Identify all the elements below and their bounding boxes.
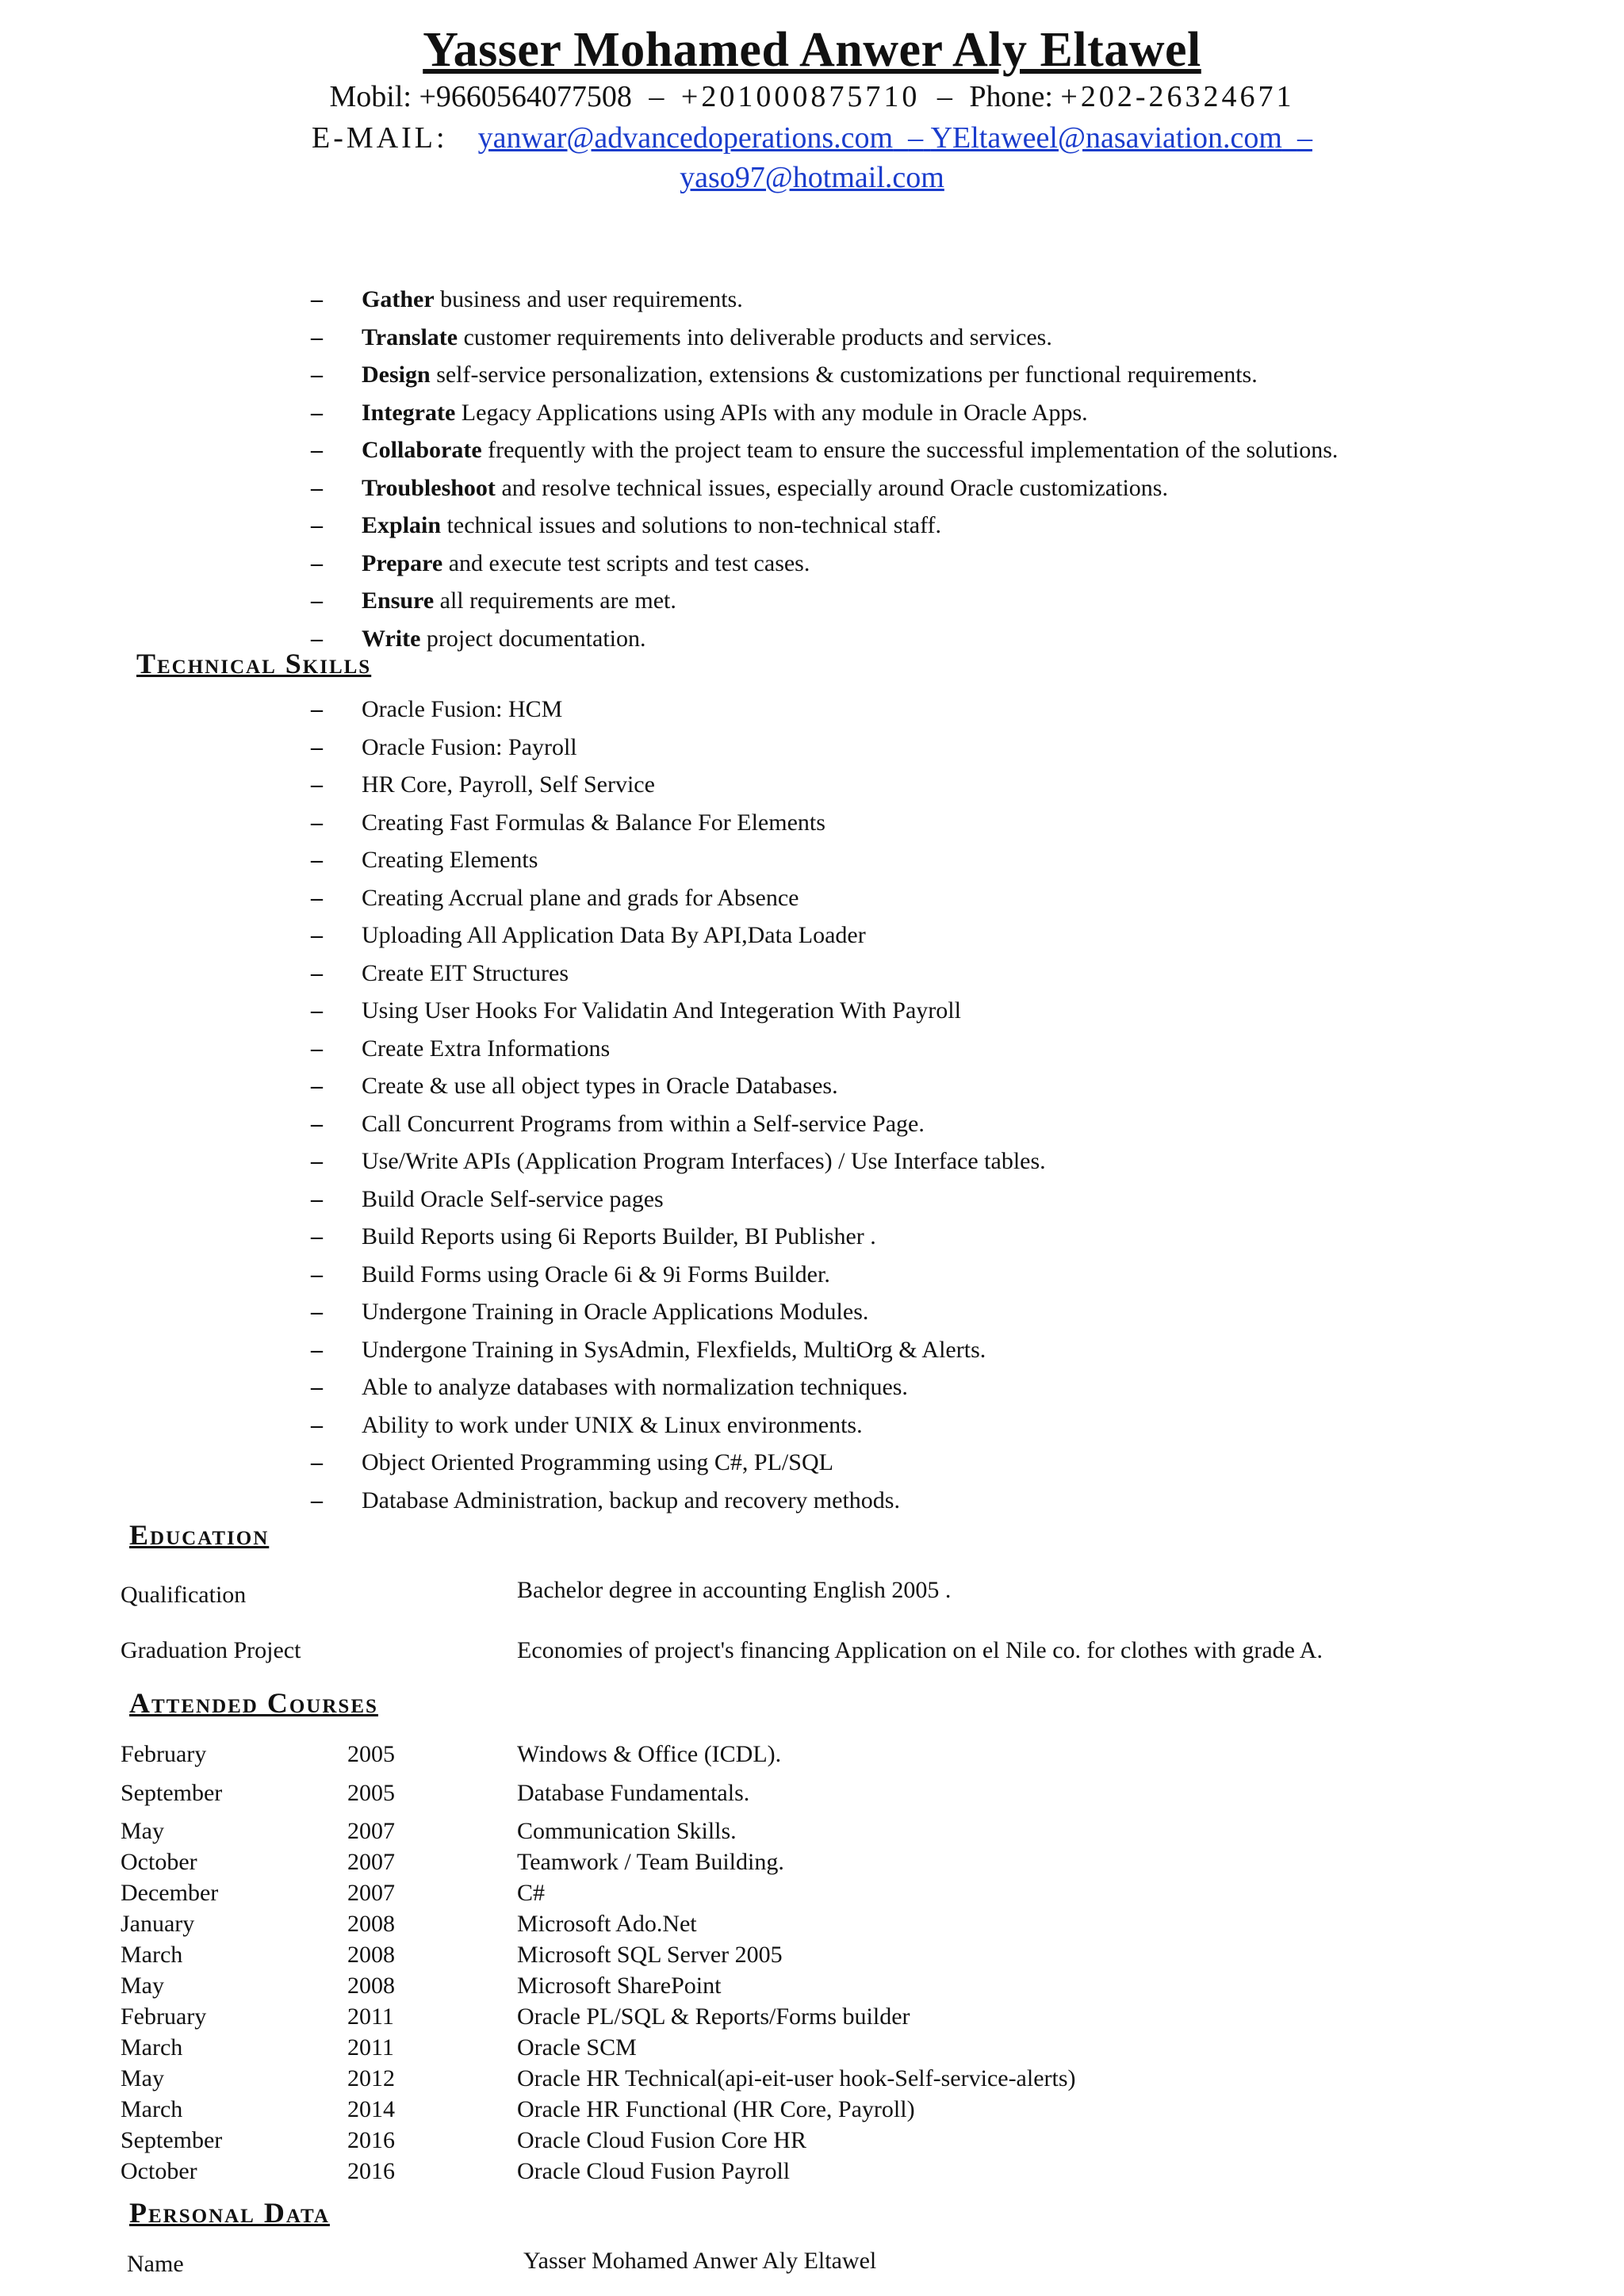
course-month: March (121, 2034, 183, 2061)
course-year: 2016 (347, 2158, 395, 2184)
course-year: 2007 (347, 1849, 395, 1875)
course-month: September (121, 1780, 223, 1806)
course-year: 2007 (347, 1818, 395, 1844)
duty-text: Legacy Applications using APIs with any module in Oracle Apps. (455, 399, 1088, 426)
skill-item: – Build Reports using 6i Reports Builder, BI Publisher . (311, 1218, 1046, 1256)
duty-text: and execute test scripts and test cases. (442, 549, 810, 576)
course-month: January (121, 1911, 195, 1937)
course-year: 2005 (347, 1780, 395, 1806)
duty-verb: Translate (362, 323, 458, 350)
phone-line (0, 79, 1624, 114)
skill-item: – Call Concurrent Programs from within a Self-service Page. (311, 1105, 1046, 1143)
resume-name-title: Yasser Mohamed Anwer Aly Eltawel (423, 23, 1201, 77)
course-title: Oracle Cloud Fusion Payroll (517, 2158, 791, 2184)
email-line (0, 121, 1624, 155)
course-month: March (121, 1942, 183, 1968)
skill-item: – Create & use all object types in Oracle Databases. (311, 1067, 1046, 1105)
course-month: September (121, 2127, 223, 2153)
course-month: May (121, 1973, 164, 1999)
skill-item: – Build Oracle Self-service pages (311, 1181, 1046, 1219)
duty-item (311, 319, 1338, 357)
duty-verb: Troubleshoot (362, 474, 496, 501)
course-year: 2014 (347, 2096, 395, 2122)
skill-item: – Uploading All Application Data By API,Data Loader (311, 916, 1046, 955)
course-year: 2016 (347, 2127, 395, 2153)
duty-text: and resolve technical issues, especially around Oracle customizations. (495, 474, 1168, 501)
course-year: 2011 (347, 2034, 394, 2061)
skill-item: – Able to analyze databases with normalization techniques. (311, 1368, 1046, 1406)
course-year: 2008 (347, 1942, 395, 1968)
skill-item: – Undergone Training in SysAdmin, Flexfields, MultiOrg & Alerts. (311, 1331, 1046, 1369)
course-month: March (121, 2096, 183, 2122)
skill-item: – Ability to work under UNIX & Linux environments. (311, 1406, 1046, 1445)
phone-label: Phone: (969, 80, 1053, 113)
skill-item: – Undergone Training in Oracle Applications Modules. (311, 1293, 1046, 1331)
course-title: Oracle SCM (517, 2034, 637, 2061)
course-month: October (121, 1849, 197, 1875)
course-title: Microsoft SQL Server 2005 (517, 1942, 783, 1968)
course-title: Oracle Cloud Fusion Core HR (517, 2127, 806, 2153)
course-year: 2012 (347, 2065, 395, 2091)
duty-text: project documentation. (420, 625, 646, 652)
duty-text: self-service personalization, extensions & customizations per functional requirements. (430, 362, 1258, 388)
email-link-1[interactable]: yanwar@advancedoperations.com – YEltaweel@nasaviation.com – (477, 121, 1312, 155)
email-line-2 (0, 160, 1624, 195)
email-link-3[interactable]: yaso97@hotmail.com (680, 161, 944, 194)
course-title: Microsoft SharePoint (517, 1973, 722, 1999)
duty-text: frequently with the project team to ensure the successful implementation of the solutions. (481, 437, 1339, 463)
skill-item: – Creating Accrual plane and grads for Absence (311, 879, 1046, 917)
skill-item: – Creating Elements (311, 841, 1046, 879)
skill-item: – Use/Write APIs (Application Program Interfaces) / Use Interface tables. (311, 1142, 1046, 1181)
personal-data-heading: Personal Data (129, 2197, 330, 2229)
personal-name-label: Name (127, 2251, 184, 2277)
skill-item: – Creating Fast Formulas & Balance For Elements (311, 804, 1046, 842)
skill-item: – Create EIT Structures (311, 955, 1046, 993)
email-label: E-MAIL: (312, 121, 448, 155)
education-heading: Education (129, 1519, 270, 1551)
duty-item (311, 469, 1338, 507)
skill-item: – Database Administration, backup and recovery methods. (311, 1482, 1046, 1520)
skill-item: – Using User Hooks For Validatin And Integeration With Payroll (311, 992, 1046, 1030)
course-month: May (121, 2065, 164, 2091)
skill-item: – Build Forms using Oracle 6i & 9i Forms Builder. (311, 1256, 1046, 1294)
course-title: Database Fundamentals. (517, 1780, 750, 1806)
duty-text: all requirements are met. (434, 587, 676, 614)
education-label: Qualification (121, 1582, 247, 1608)
course-month: February (121, 1741, 207, 1767)
mobile-label: Mobil: (329, 80, 412, 113)
mobile-number-1: +9660564077508 (419, 80, 632, 113)
duty-text: business and user requirements. (434, 286, 743, 312)
education-label: Graduation Project (121, 1637, 301, 1663)
duty-item (311, 281, 1338, 319)
skill-item: – HR Core, Payroll, Self Service (311, 766, 1046, 804)
duty-verb: Ensure (362, 587, 435, 614)
course-title: C# (517, 1880, 546, 1906)
course-title: Oracle HR Technical(api-eit-user hook-Self-service-alerts) (517, 2065, 1076, 2091)
duty-verb: Explain (362, 512, 442, 538)
skill-item: – Oracle Fusion: HCM (311, 691, 1046, 729)
mobile-number-2: +201000875710 (680, 80, 921, 113)
duty-verb: Gather (362, 286, 435, 312)
course-year: 2008 (347, 1911, 395, 1937)
course-title: Oracle PL/SQL & Reports/Forms builder (517, 2003, 910, 2030)
technical-skills-heading: Technical Skills (136, 648, 372, 679)
duty-item (311, 394, 1338, 432)
course-title: Teamwork / Team Building. (517, 1849, 784, 1875)
course-year: 2008 (347, 1973, 395, 1999)
separator-dash: – (649, 80, 665, 113)
duty-verb: Prepare (362, 549, 443, 576)
course-year: 2005 (347, 1741, 395, 1767)
separator-dash: – (936, 80, 952, 113)
duty-text: customer requirements into deliverable products and services. (458, 323, 1052, 350)
duty-verb: Design (362, 362, 431, 388)
duty-item (311, 582, 1338, 620)
phone-number: +202-26324671 (1060, 80, 1295, 113)
duty-verb: Write (362, 625, 421, 652)
duty-item (311, 356, 1338, 394)
duty-item (311, 620, 1338, 658)
technical-skills-list (311, 691, 1046, 1519)
duty-verb: Integrate (362, 399, 456, 426)
duty-item (311, 431, 1338, 469)
course-year: 2007 (347, 1880, 395, 1906)
attended-courses-heading: Attended Courses (129, 1687, 378, 1719)
course-title: Windows & Office (ICDL). (517, 1741, 782, 1767)
course-month: February (121, 2003, 207, 2030)
duty-item (311, 507, 1338, 545)
education-value: Economies of project's financing Application on el Nile co. for clothes with grade A. (517, 1637, 1323, 1663)
skill-item: – Oracle Fusion: Payroll (311, 729, 1046, 767)
course-month: December (121, 1880, 219, 1906)
duty-verb: Collaborate (362, 437, 482, 463)
education-value: Bachelor degree in accounting English 2005 . (517, 1577, 952, 1603)
duty-item (311, 545, 1338, 583)
skill-item: – Object Oriented Programming using C#, PL/SQL (311, 1444, 1046, 1482)
course-title: Microsoft Ado.Net (517, 1911, 697, 1937)
course-title: Communication Skills. (517, 1818, 737, 1844)
duty-text: technical issues and solutions to non-technical staff. (441, 512, 942, 538)
personal-name-value: Yasser Mohamed Anwer Aly Eltawel (523, 2248, 877, 2274)
course-title: Oracle HR Functional (HR Core, Payroll) (517, 2096, 915, 2122)
course-month: October (121, 2158, 197, 2184)
skill-item: – Create Extra Informations (311, 1030, 1046, 1068)
course-year: 2011 (347, 2003, 394, 2030)
duties-list (311, 281, 1338, 657)
course-month: May (121, 1818, 164, 1844)
